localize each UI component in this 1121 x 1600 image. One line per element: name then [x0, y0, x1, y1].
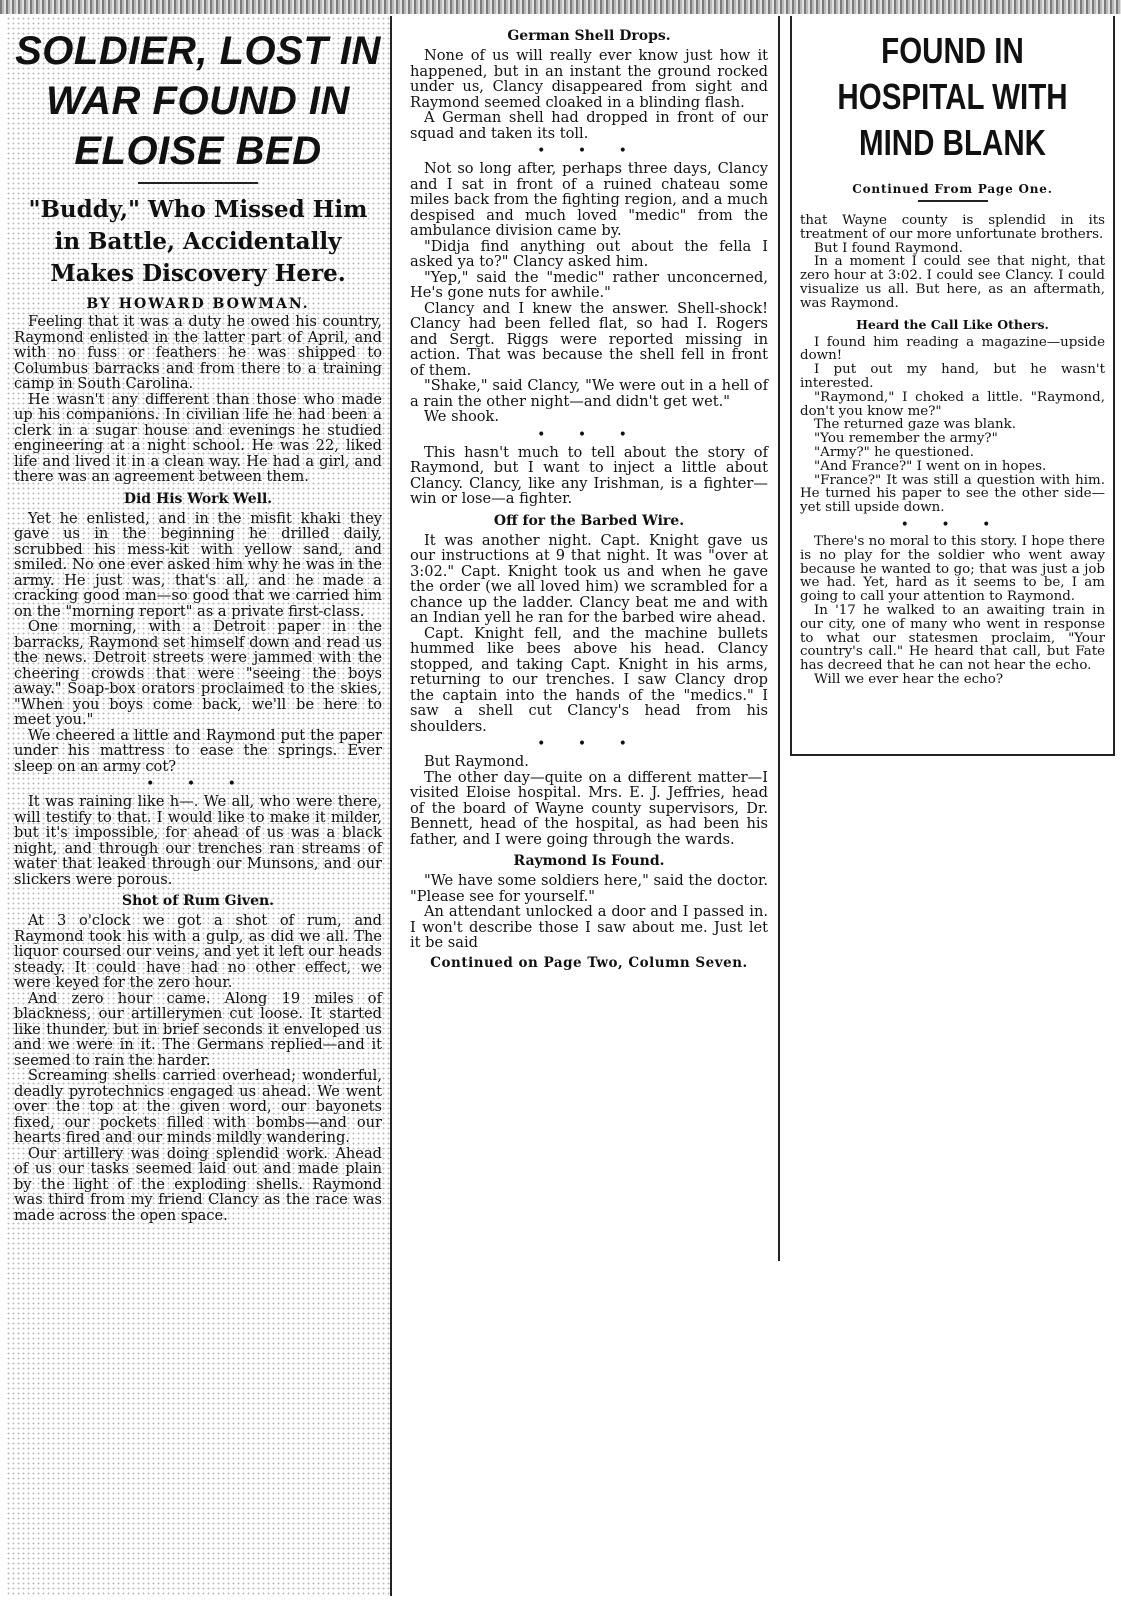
- page-top-edge: [0, 0, 1121, 14]
- paragraph: "We have some soldiers here," said the doctor. "Please see for yourself.": [410, 872, 768, 905]
- paragraph: Our artillery was doing splendid work. Ahead of us our tasks seemed laid out and made plain by the light of the exploding shells. Raymond was third from my friend Clancy as the race was made across the open space.: [14, 1144, 382, 1224]
- section-subhead: Raymond Is Found.: [513, 853, 665, 869]
- paragraph: It was another night. Capt. Knight gave us our instructions at 9 that night. It was "over at 3:02." Capt. Knight took us and when he gave the order (we all loved him) we scrambled for a chance up the ladder. Clancy beat me and with an Indian yell he ran for the barbed wire ahead.: [410, 531, 768, 626]
- paragraph: The returned gaze was blank.: [814, 417, 1017, 433]
- paragraph: that Wayne county is splendid in its treatment of our more unfortunate brothers.: [800, 213, 1105, 242]
- paragraph: But I found Raymond.: [814, 240, 963, 256]
- column-two: [400, 16, 780, 1261]
- paragraph: Clancy and I knew the answer. Shell-shock! Clancy had been felled flat, so had I. Rogers and Sergt. Riggs were reported missing in action. That was because the shell fell in front of them.: [410, 299, 768, 379]
- paragraph: Not so long after, perhaps three days, Clancy and I sat in front of a ruined chateau some miles back from the fighting region, and a much despised and much loved "medic" from the ambulance division came by.: [410, 160, 768, 239]
- column-three: [790, 16, 1115, 756]
- section-break-dots: • • •: [537, 143, 641, 159]
- byline: BY HOWARD BOWMAN.: [86, 296, 310, 312]
- section-subhead: German Shell Drops.: [507, 28, 671, 44]
- paragraph: "Didja find anything out about the fella I asked ya to?" Clancy asked him.: [410, 237, 768, 270]
- paragraph: It was raining like h—. We all, who were there, will testify to that. I would like to make it milder, but it's impossible, for ahead of us was a black night, and through our trenches ran streams of water that leaked through our Munsons, and our slickers were porous.: [14, 793, 382, 888]
- paragraph: I put out my hand, but he wasn't interested.: [800, 362, 1105, 391]
- paragraph: And zero hour came. Along 19 miles of blackness, our artillerymen cut loose. It started like thunder, but in brief seconds it enveloped us and we were in it. The Germans replied—and it seemed to rain the harder.: [14, 989, 382, 1069]
- paragraph: The other day—quite on a different matter—I visited Eloise hospital. Mrs. E. J. Jeffries, head of the board of Wayne county supervisors, Dr. Bennett, head of the hospital, as had been his father, and I were going through the wards.: [410, 768, 768, 848]
- continuation-headline: FOUND IN HOSPITAL WITH MIND BLANK: [837, 30, 1068, 163]
- paragraph: One morning, with a Detroit paper in the barracks, Raymond set himself down and read us the news. Detroit streets were jammed with the cheering crowds that were "seeing the boys away." Soap-box orators proclaimed to the skies, "When you boys come back, we'll be here to meet you.": [14, 618, 382, 728]
- paragraph: "You remember the army?": [814, 431, 998, 447]
- paragraph: Feeling that it was a duty he owed his country, Raymond enlisted in the latter part of April, and with no fuss or feathers he was shipped to Columbus barracks and from there to a training camp in South Carolina.: [14, 313, 382, 392]
- paragraph: A German shell had dropped in front of our squad and taken its toll.: [410, 109, 768, 142]
- paragraph: But Raymond.: [424, 753, 529, 770]
- paragraph: Capt. Knight fell, and the machine bullets hummed like bees above his head. Clancy stopped, and taking Capt. Knight in his arms, returning to our trenches. I saw Clancy drop the captain into the hands of the "medics." I saw a shell cut Clancy's head from his shoulders.: [410, 624, 768, 735]
- paragraph: At 3 o'clock we got a shot of rum, and Raymond took his with a gulp, as did we all. The liquor coursed our veins, and yet it left our heads steady. It could have had no other effect, we were keyed for the zero hour.: [14, 912, 382, 991]
- section-break-dots: • • •: [146, 776, 250, 792]
- subheadline-deck: "Buddy," Who Missed Him in Battle, Accidentally Makes Discovery Here.: [28, 196, 368, 287]
- section-subhead: Shot of Rum Given.: [121, 893, 275, 909]
- paragraph: We cheered a little and Raymond put the paper under his mattress to ease the springs. Ever sleep on an army cot?: [14, 726, 382, 775]
- paragraph: None of us will really ever know just how it happened, but in an instant the ground rocked under us, Clancy disappeared from sight and Raymond seemed cloaked in a blinding flash.: [410, 47, 768, 111]
- continuation-rule: [918, 200, 988, 202]
- paragraph: Screaming shells carried overhead; wonderful, deadly pyrotechnics engaged us ahead. We went over the top at the given word, our bayonets fixed, our pockets filled with bombs—and our hearts fired and our minds mildly wandering.: [14, 1067, 382, 1146]
- continued-from-note: Continued From Page One.: [852, 182, 1053, 196]
- section-break-dots: • • •: [537, 426, 641, 443]
- main-headline: SOLDIER, LOST IN WAR FOUND IN ELOISE BED: [15, 29, 381, 173]
- paragraph: "Raymond," I choked a little. "Raymond, don't you know me?": [800, 389, 1105, 419]
- paragraph: He wasn't any different than those who made up his companions. In civilian life he had been a clerk in a sugar house and evenings he studied engineering at a night school. He was 22, liked life and lived it in a clean way. He had a girl, and there was an agreement between them.: [14, 390, 382, 485]
- paragraph: An attendant unlocked a door and I passed in. I won't describe those I saw about me. Just let it be said: [410, 903, 768, 951]
- headline-rule: [138, 182, 258, 184]
- continued-on-note: Continued on Page Two, Column Seven.: [430, 954, 748, 971]
- paragraph: "Army?" he questioned.: [814, 444, 974, 460]
- section-break-dots: • • •: [537, 736, 641, 752]
- paragraph: We shook.: [424, 408, 500, 425]
- section-subhead: Did His Work Well.: [123, 490, 273, 507]
- paragraph: "Yep," said the "medic" rather unconcerned, He's gone nuts for awhile.": [410, 268, 768, 301]
- paragraph: I found him reading a magazine—upside down!: [800, 334, 1105, 364]
- paragraph: "Shake," said Clancy, "We were out in a hell of a rain the other night—and didn't get wet.": [410, 377, 768, 410]
- paragraph: "France?" It was still a question with him. He turned his paper to see the other side—yet still upside down.: [800, 472, 1105, 516]
- section-subhead: Off for the Barbed Wire.: [493, 512, 685, 529]
- paragraph: There's no moral to this story. I hope there is no play for the soldier who went away because he wanted to go; that was just a job we had. Yet, hard as it seems to be, I am going to call your attention to Raymond.: [800, 533, 1105, 605]
- paragraph: In a moment I could see that night, that zero hour at 3:02. I could see Clancy. I could visualize us all. But here, as an aftermath, was Raymond.: [800, 254, 1105, 311]
- paragraph: This hasn't much to tell about the story of Raymond, but I want to inject a little about Clancy. Clancy, like any Irishman, is a fighter—win or lose—a fighter.: [410, 443, 768, 507]
- paragraph: In '17 he walked to an awaiting train in our city, one of many who went in response to what our statesmen proclaim, "Your country's call." He heard that call, but Fate has decreed that he can not hear the echo.: [800, 602, 1105, 674]
- section-break-dots: • • •: [900, 516, 1005, 533]
- paragraph: "And France?" I went on in hopes.: [814, 458, 1047, 474]
- paragraph: Will we ever hear the echo?: [814, 671, 1004, 687]
- column-one: [6, 16, 392, 1596]
- paragraph: Yet he enlisted, and in the misfit khaki they gave us in the beginning he drilled daily, scrubbed his mess-kit with yellow sand, and smiled. No one ever asked him why he was in the army. He just was, that's all, and he made a cracking good man—so good that we carried him on the "morning report" as a private first-class.: [14, 509, 382, 620]
- section-subhead: Heard the Call Like Others.: [856, 316, 1049, 332]
